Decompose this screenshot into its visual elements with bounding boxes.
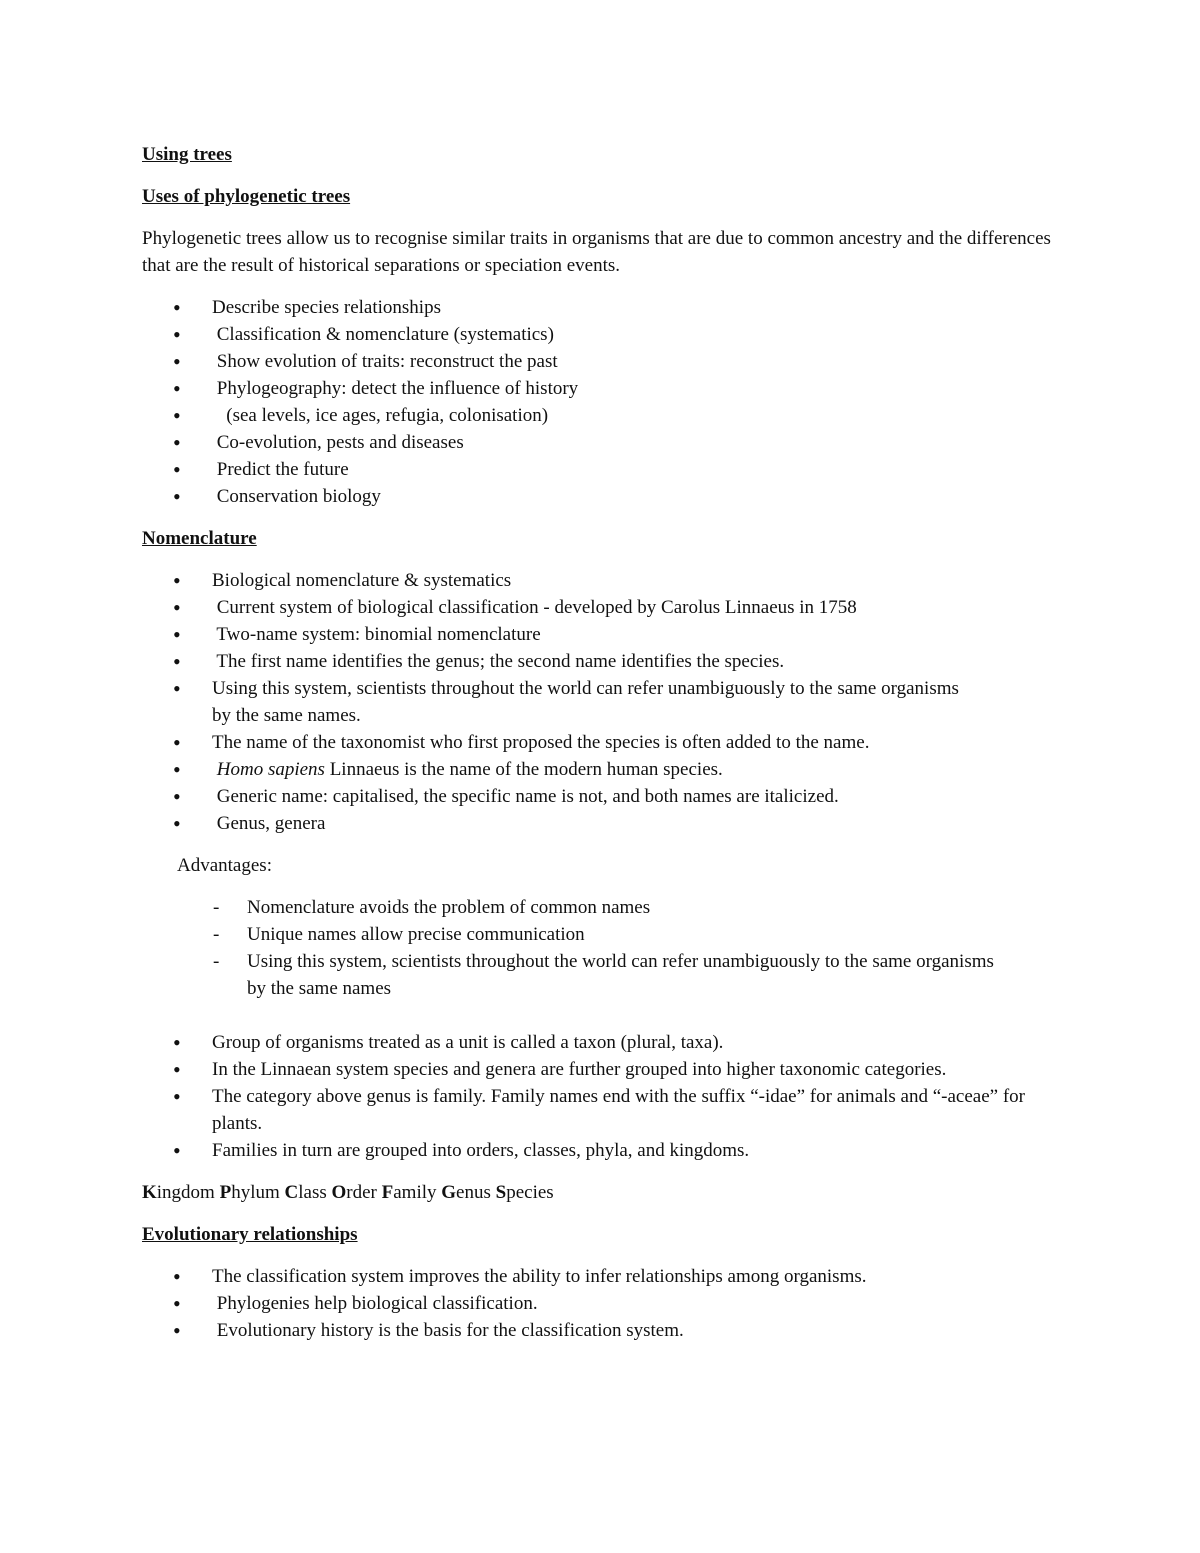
list-item: - Using this system, scientists throughout the world can refer unambiguously to the same organisms by the same names bbox=[142, 948, 1062, 1002]
uses-heading: Uses of phylogenetic trees bbox=[142, 186, 351, 207]
list-item: • Classification & nomenclature (systematics) bbox=[142, 321, 1062, 348]
list-item: • The name of the taxonomist who first proposed the species is often added to the name. bbox=[142, 729, 1062, 756]
rank-family: Family bbox=[381, 1182, 437, 1203]
document-title: Using trees bbox=[142, 144, 232, 165]
list-item: • The first name identifies the genus; the second name identifies the species. bbox=[142, 648, 1062, 675]
list-item: - Unique names allow precise communication bbox=[142, 921, 1062, 948]
nomenclature-list bbox=[142, 567, 1062, 837]
list-item: • Phylogeography: detect the influence of history bbox=[142, 375, 1062, 402]
advantages-label: Advantages: bbox=[177, 855, 272, 876]
list-item: - Nomenclature avoids the problem of common names bbox=[142, 894, 1062, 921]
list-item: • Conservation biology bbox=[142, 483, 1062, 510]
taxon-list bbox=[142, 1029, 1062, 1164]
list-item: • Generic name: capitalised, the specific name is not, and both names are italicized. bbox=[142, 783, 1062, 810]
list-item: • Describe species relationships bbox=[142, 294, 1062, 321]
list-item: • The classification system improves the ability to infer relationships among organisms. bbox=[142, 1263, 1062, 1290]
rank-phylum: Phylum bbox=[219, 1182, 280, 1203]
evolutionary-heading: Evolutionary relationships bbox=[142, 1224, 358, 1245]
list-item: • Biological nomenclature & systematics bbox=[142, 567, 1062, 594]
list-item: • Genus, genera bbox=[142, 810, 1062, 837]
rank-kingdom: Kingdom bbox=[142, 1182, 215, 1203]
document-page bbox=[142, 138, 1062, 1344]
list-item: • Group of organisms treated as a unit is called a taxon (plural, taxa). bbox=[142, 1029, 1062, 1056]
species-name-rest: Linnaeus is the name of the modern human species. bbox=[324, 759, 723, 780]
list-item: • Co-evolution, pests and diseases bbox=[142, 429, 1062, 456]
list-item: • Current system of biological classification - developed by Carolus Linnaeus in 1758 bbox=[142, 594, 1062, 621]
list-item: • In the Linnaean system species and genera are further grouped into higher taxonomic categories. bbox=[142, 1056, 1062, 1083]
evolutionary-list bbox=[142, 1263, 1062, 1344]
list-item: • Evolutionary history is the basis for the classification system. bbox=[142, 1317, 1062, 1344]
list-item bbox=[142, 756, 1062, 783]
list-item: • Two-name system: binomial nomenclature bbox=[142, 621, 1062, 648]
list-item: • Phylogenies help biological classification. bbox=[142, 1290, 1062, 1317]
species-name-italic: Homo sapiens bbox=[216, 759, 325, 780]
uses-list bbox=[142, 294, 1062, 510]
list-item: • Show evolution of traits: reconstruct the past bbox=[142, 348, 1062, 375]
list-item: • Using this system, scientists throughout the world can refer unambiguously to the same organisms by the same names. bbox=[142, 675, 1062, 729]
list-item: • Families in turn are grouped into orders, classes, phyla, and kingdoms. bbox=[142, 1137, 1062, 1164]
rank-genus: Genus bbox=[441, 1182, 491, 1203]
list-item: • The category above genus is family. Family names end with the suffix “-idae” for animals and “-aceae” for plants. bbox=[142, 1083, 1062, 1137]
taxonomic-ranks bbox=[142, 1179, 1062, 1206]
advantages-list bbox=[142, 894, 1062, 1002]
rank-species: Species bbox=[495, 1182, 554, 1203]
nomenclature-heading: Nomenclature bbox=[142, 528, 257, 549]
list-item: • (sea levels, ice ages, refugia, colonisation) bbox=[142, 402, 1062, 429]
rank-order: Order bbox=[331, 1182, 377, 1203]
list-item: • Predict the future bbox=[142, 456, 1062, 483]
rank-class: Class bbox=[284, 1182, 327, 1203]
intro-paragraph: Phylogenetic trees allow us to recognise similar traits in organisms that are due to common ancestry and the differences that are the result of historical separations or speciation events. bbox=[142, 228, 1051, 276]
